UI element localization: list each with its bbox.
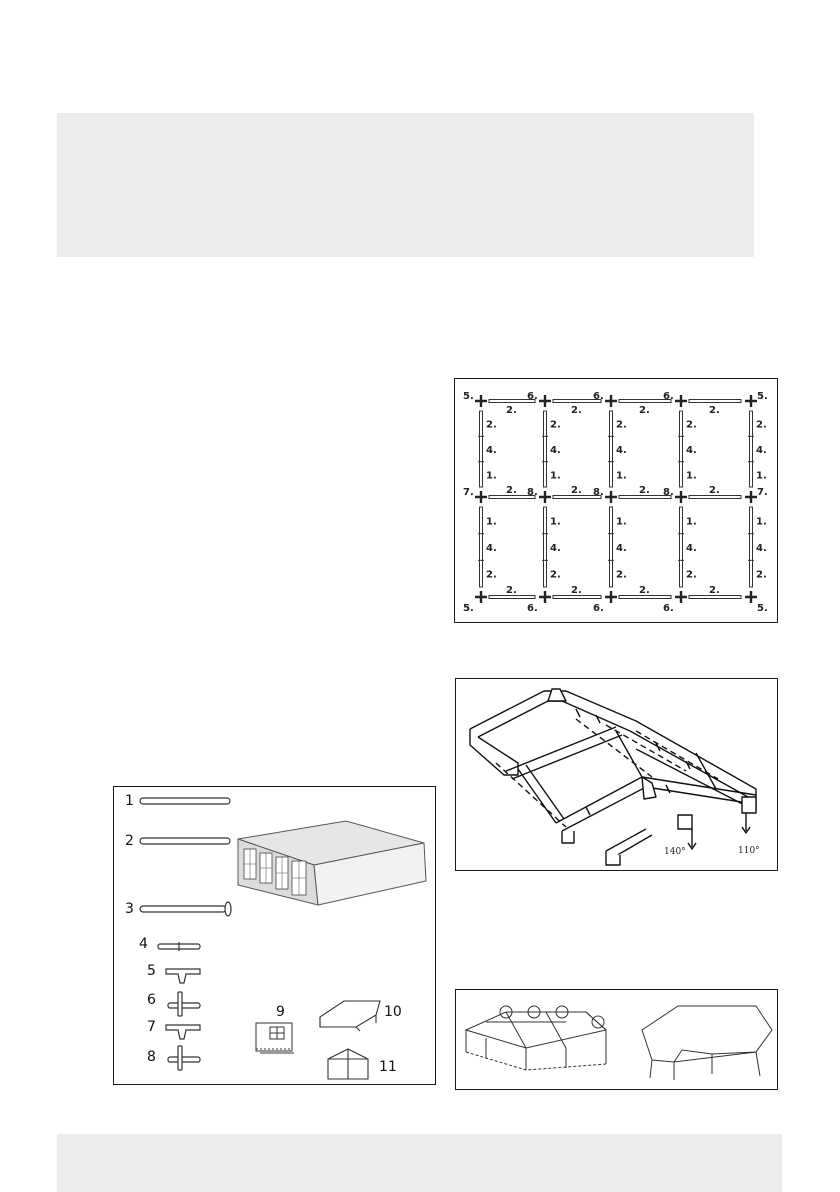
grid-beam (689, 400, 741, 403)
grid-connector-label: 5. (757, 603, 768, 614)
grid-pole-label: 4. (756, 543, 767, 554)
grid-pole-label: 4. (550, 445, 561, 456)
part-number-1: 1 (125, 793, 134, 809)
grid-beam-label: 2. (709, 485, 720, 496)
grid-pole-label: 1. (686, 516, 697, 528)
part-number-8: 8 (147, 1049, 156, 1065)
grid-connector (675, 491, 687, 503)
grid-pole-label: 2. (550, 419, 561, 431)
grid-pole (480, 411, 483, 487)
pole-part-2 (140, 838, 230, 844)
grid-connector (745, 591, 757, 603)
grid-pole-label: 2. (756, 569, 767, 581)
grid-connector (675, 591, 687, 603)
pole-part-3 (140, 906, 226, 912)
grid-pole-label: 1. (486, 470, 497, 482)
frame-with-circles (466, 1006, 606, 1070)
parts-legend-drawing (114, 787, 435, 1084)
grid-beam-label: 2. (571, 485, 582, 496)
grid-pole-label: 1. (756, 516, 767, 528)
grid-connector-label: 6. (593, 391, 604, 402)
grid-beam-label: 2. (639, 405, 650, 416)
grid-pole-label: 2. (686, 419, 697, 431)
grid-connector-label: 6. (593, 603, 604, 614)
grid-pole-label: 4. (686, 543, 697, 554)
grid-connector-label: 7. (463, 487, 474, 498)
grid-beam-label: 2. (506, 405, 517, 416)
grid-connector (539, 591, 551, 603)
roof-installation-diagram (455, 989, 778, 1090)
grid-pole-label: 1. (550, 470, 561, 482)
grid-connector-label: 5. (757, 391, 768, 402)
grid-connector-label: 8. (593, 487, 604, 498)
grid-layout-drawing (455, 379, 777, 622)
grid-connector (675, 395, 687, 407)
part-number-5: 5 (147, 963, 156, 979)
grid-beam-label: 2. (506, 485, 517, 496)
pole-part-1 (140, 798, 230, 804)
grid-pole-label: 4. (550, 543, 561, 554)
grid-pole (610, 411, 613, 487)
grid-connector (605, 591, 617, 603)
part-number-10: 10 (384, 1004, 402, 1020)
grid-pole-label: 1. (616, 470, 627, 482)
part-number-6: 6 (147, 992, 156, 1008)
grid-pole-label: 1. (486, 516, 497, 528)
grid-pole (750, 507, 753, 587)
grid-pole-label: 1. (616, 516, 627, 528)
grid-connector-label: 5. (463, 603, 474, 614)
grid-connector-label: 6. (663, 391, 674, 402)
connector-part-5 (166, 969, 200, 983)
part-number-4: 4 (139, 936, 148, 952)
grid-pole-label: 1. (756, 470, 767, 482)
grid-connector (745, 491, 757, 503)
grid-beam-label: 2. (571, 405, 582, 416)
grid-pole-label: 1. (550, 516, 561, 528)
roof-cover-part-10 (320, 1001, 380, 1031)
part-number-9: 9 (276, 1004, 285, 1020)
grid-connector-label: 7. (757, 487, 768, 498)
bottom-gray-band (57, 1134, 782, 1192)
grid-connector-label: 8. (663, 487, 674, 498)
grid-pole-label: 2. (550, 569, 561, 581)
angle-label-right: 110° (738, 846, 760, 856)
grid-connector (605, 395, 617, 407)
tent-photo (238, 821, 426, 905)
grid-connector (539, 491, 551, 503)
grid-beam-label: 2. (709, 405, 720, 416)
grid-pole (750, 411, 753, 487)
grid-pole (544, 507, 547, 587)
grid-pole-label: 4. (756, 445, 767, 456)
grid-pole (610, 507, 613, 587)
frame-assembly-drawing (456, 679, 777, 870)
grid-pole (480, 507, 483, 587)
grid-beam-label: 2. (506, 585, 517, 596)
grid-pole-label: 4. (486, 445, 497, 456)
grid-beam-label: 2. (639, 585, 650, 596)
grid-beam-label: 2. (571, 585, 582, 596)
grid-connector-label: 6. (663, 603, 674, 614)
part-number-2: 2 (125, 833, 134, 849)
grid-pole-label: 2. (756, 419, 767, 431)
grid-connector (605, 491, 617, 503)
top-gray-band (57, 113, 754, 257)
part-number-11: 11 (379, 1059, 397, 1075)
grid-pole-label: 2. (616, 419, 627, 431)
roof-installation-drawing (456, 990, 777, 1089)
grid-pole-label: 4. (486, 543, 497, 554)
grid-pole-label: 1. (686, 470, 697, 482)
grid-pole-label: 4. (686, 445, 697, 456)
connector-part-7 (166, 1025, 200, 1039)
parts-legend (113, 786, 436, 1085)
grid-pole-label: 4. (616, 445, 627, 456)
roof-frame (470, 689, 756, 865)
tent-with-cover (642, 1006, 772, 1080)
grid-connector (745, 395, 757, 407)
connector-part-6 (168, 992, 200, 1016)
grid-connector-label: 6. (527, 391, 538, 402)
grid-connector (475, 591, 487, 603)
side-wall-part-11 (328, 1049, 368, 1079)
grid-pole-label: 2. (686, 569, 697, 581)
grid-beam-label: 2. (709, 585, 720, 596)
grid-connector (539, 395, 551, 407)
frame-assembly-diagram (455, 678, 778, 871)
grid-pole (680, 507, 683, 587)
part-number-3: 3 (125, 901, 134, 917)
grid-connector-label: 8. (527, 487, 538, 498)
angle-label-left: 140° (664, 847, 686, 857)
grid-pole-label: 2. (616, 569, 627, 581)
connector-part-8 (168, 1046, 200, 1070)
grid-connector-label: 5. (463, 391, 474, 402)
grid-pole-label: 2. (486, 569, 497, 581)
grid-pole (544, 411, 547, 487)
grid-beam-label: 2. (639, 485, 650, 496)
grid-connector-label: 6. (527, 603, 538, 614)
grid-pole-label: 4. (616, 543, 627, 554)
window-panel-part-9 (256, 1023, 294, 1053)
grid-connector (475, 395, 487, 407)
grid-connector (475, 491, 487, 503)
part-number-7: 7 (147, 1019, 156, 1035)
grid-pole-label: 2. (486, 419, 497, 431)
grid-pole (680, 411, 683, 487)
grid-layout-diagram (454, 378, 778, 623)
